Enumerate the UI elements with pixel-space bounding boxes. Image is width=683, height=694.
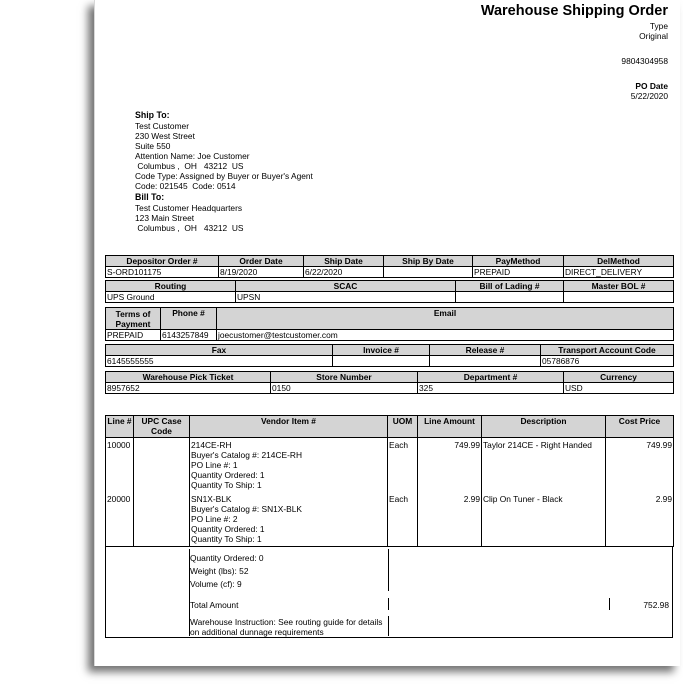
bill-to-line: Test Customer Headquarters xyxy=(135,203,243,213)
description: Taylor 214CE - Right Handed xyxy=(482,438,606,494)
col-header: Line Amount xyxy=(418,416,482,438)
col-header: Email xyxy=(217,308,674,330)
divider xyxy=(609,598,610,610)
col-header: Depositor Order # xyxy=(106,256,219,267)
vendor-item: SN1X-BLK Buyer's Catalog #: SN1X-BLK PO Line #: 2 Quantity Ordered: 1 Quantity To Ship: 1 xyxy=(190,494,388,547)
upc-case-code xyxy=(134,494,190,547)
ship-to-line: Columbus , OH 43212 US xyxy=(135,161,244,171)
department-value: 325 xyxy=(418,383,564,394)
ship-to-line: Code: 021545 Code: 0514 xyxy=(135,181,236,191)
totals-block xyxy=(105,546,673,638)
fax-value: 6145555555 xyxy=(106,356,333,367)
uom: Each xyxy=(388,438,418,494)
order-info-row1 xyxy=(105,255,674,278)
order-date-value: 8/19/2020 xyxy=(219,267,304,278)
volume-total: Volume (cf): 9 xyxy=(190,579,242,589)
col-header: Ship By Date xyxy=(384,256,473,267)
line-amount: 2.99 xyxy=(418,494,482,547)
pay-method-value: PREPAID xyxy=(473,267,564,278)
table-row xyxy=(106,494,674,547)
total-amount-label: Total Amount xyxy=(190,600,239,610)
invoice-value xyxy=(333,356,430,367)
transport-account-value: 05786876 xyxy=(541,356,674,367)
line-items-table xyxy=(105,415,674,547)
col-header: UOM xyxy=(388,416,418,438)
col-header: SCAC xyxy=(236,281,456,292)
type-value: Original xyxy=(639,31,668,41)
col-header: DelMethod xyxy=(564,256,674,267)
routing-value: UPS Ground xyxy=(106,292,236,303)
email-value: joecustomer@testcustomer.com xyxy=(217,330,674,341)
cost-price: 2.99 xyxy=(606,494,674,547)
bill-to-heading: Bill To: xyxy=(135,192,165,202)
col-header: Warehouse Pick Ticket xyxy=(106,372,271,383)
uom: Each xyxy=(388,494,418,547)
weight-total: Weight (lbs): 52 xyxy=(190,566,249,576)
document-page xyxy=(94,0,680,666)
col-header: Description xyxy=(482,416,606,438)
col-header: Store Number xyxy=(271,372,418,383)
col-header: Line # xyxy=(106,416,134,438)
ship-to-line: Attention Name: Joe Customer xyxy=(135,151,250,161)
type-label: Type xyxy=(649,21,668,31)
ship-to-line: Code Type: Assigned by Buyer or Buyer's Agent xyxy=(135,171,313,181)
col-header: Vendor Item # xyxy=(190,416,388,438)
bill-to-line: 123 Main Street xyxy=(135,213,195,223)
col-header: Transport Account Code xyxy=(541,345,674,356)
line-number: 10000 xyxy=(106,438,134,494)
terms-of-payment-value: PREPAID xyxy=(106,330,161,341)
col-header: Cost Price xyxy=(606,416,674,438)
col-header: Invoice # xyxy=(333,345,430,356)
cost-price: 749.99 xyxy=(606,438,674,494)
warehouse-instruction: Warehouse Instruction: See routing guide for details on additional dunnage requirements xyxy=(190,617,383,637)
ship-by-date-value xyxy=(384,267,473,278)
ship-to-block xyxy=(135,110,313,233)
col-header: Terms of Payment xyxy=(106,308,161,330)
col-header: Department # xyxy=(418,372,564,383)
col-header: Bill of Lading # xyxy=(456,281,564,292)
order-info-row5 xyxy=(105,371,674,394)
col-header: Release # xyxy=(430,345,541,356)
bill-to-line: Columbus , OH 43212 US xyxy=(135,223,244,233)
total-amount-value: 752.98 xyxy=(643,600,669,610)
ship-to-line: Test Customer xyxy=(135,121,189,131)
po-date-label: PO Date xyxy=(635,81,668,91)
order-info-row2 xyxy=(105,280,674,303)
line-number: 20000 xyxy=(106,494,134,547)
order-info-row3 xyxy=(105,307,674,341)
del-method-value: DIRECT_DELIVERY xyxy=(564,267,674,278)
release-value xyxy=(430,356,541,367)
divider xyxy=(388,616,389,636)
col-header: Ship Date xyxy=(304,256,384,267)
phone-value: 6143257849 xyxy=(161,330,217,341)
ship-to-line: Suite 550 xyxy=(135,141,171,151)
currency-value: USD xyxy=(564,383,674,394)
description: Clip On Tuner - Black xyxy=(482,494,606,547)
col-header: Master BOL # xyxy=(564,281,674,292)
upc-case-code xyxy=(134,438,190,494)
scac-value: UPSN xyxy=(236,292,456,303)
col-header: Fax xyxy=(106,345,333,356)
master-bol-value xyxy=(564,292,674,303)
col-header: Order Date xyxy=(219,256,304,267)
document-title: Warehouse Shipping Order xyxy=(480,3,668,19)
pick-ticket-value: 8957652 xyxy=(106,383,271,394)
bill-of-lading-value xyxy=(456,292,564,303)
col-header: Phone # xyxy=(161,308,217,330)
col-header: Routing xyxy=(106,281,236,292)
depositor-order-value: S-ORD101175 xyxy=(106,267,219,278)
order-number: 9804304958 xyxy=(621,56,668,66)
ship-to-line: 230 West Street xyxy=(135,131,195,141)
table-row xyxy=(106,438,674,494)
po-date-value: 5/22/2020 xyxy=(630,91,668,101)
order-info-row4 xyxy=(105,344,674,367)
col-header: PayMethod xyxy=(473,256,564,267)
store-number-value: 0150 xyxy=(271,383,418,394)
col-header: Currency xyxy=(564,372,674,383)
vendor-item: 214CE-RH Buyer's Catalog #: 214CE-RH PO Line #: 1 Quantity Ordered: 1 Quantity To Ship: 1 xyxy=(190,438,388,494)
line-amount: 749.99 xyxy=(418,438,482,494)
ship-to-heading: Ship To: xyxy=(135,110,170,120)
quantity-ordered-total: Quantity Ordered: 0 xyxy=(190,553,264,563)
ship-date-value: 6/22/2020 xyxy=(304,267,384,278)
col-header: UPC Case Code xyxy=(134,416,190,438)
